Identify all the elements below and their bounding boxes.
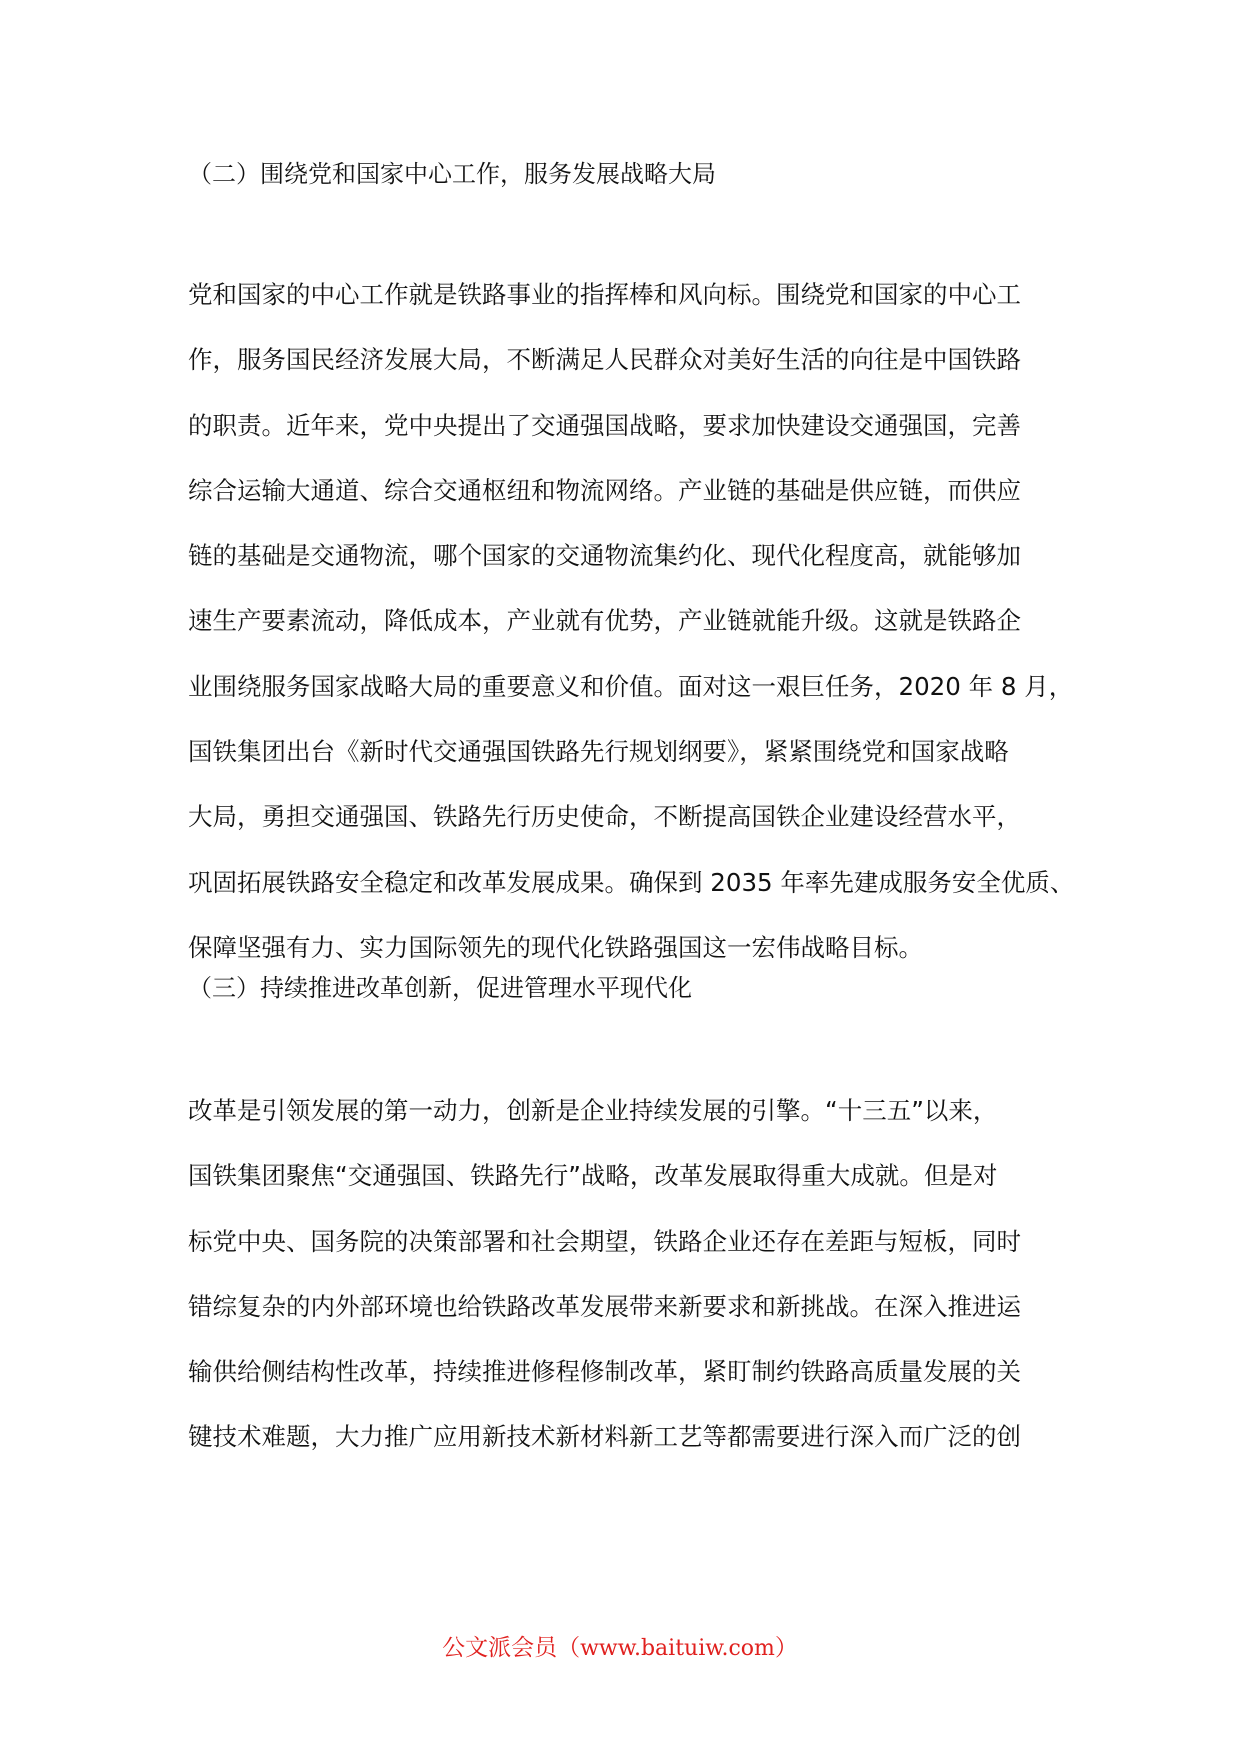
paragraph-line: 链的基础是交通物流，哪个国家的交通物流集约化、现代化程度高，就能够加 xyxy=(188,541,1021,571)
watermark-site-link[interactable]: www.baituiw.com xyxy=(580,1636,775,1661)
section-two-paragraph xyxy=(188,262,1074,980)
section-three-paragraph xyxy=(188,1078,1021,1470)
paragraph-line: 标党中央、国务院的决策部署和社会期望，铁路企业还存在差距与短板，同时 xyxy=(188,1226,1021,1256)
paragraph-line: 业围绕服务国家战略大局的重要意义和价值。面对这一艰巨任务，2020 年 8 月， xyxy=(188,671,1074,701)
paragraph-line: 国铁集团出台《新时代交通强国铁路先行规划纲要》，紧紧围绕党和国家战略 xyxy=(188,737,1009,767)
paragraph-line: 速生产要素流动，降低成本，产业就有优势，产业链就能升级。这就是铁路企 xyxy=(188,606,1021,636)
paragraph-line: 输供给侧结构性改革，持续推进修程修制改革，紧盯制约铁路高质量发展的关 xyxy=(188,1357,1021,1387)
paragraph-line: 错综复杂的内外部环境也给铁路改革发展带来新要求和新挑战。在深入推进运 xyxy=(188,1291,1021,1321)
paragraph-line: 作，服务国民经济发展大局，不断满足人民群众对美好生活的向往是中国铁路 xyxy=(188,345,1021,375)
paragraph-line: 改革是引领发展的第一动力，创新是企业持续发展的引擎。“十三五”以来， xyxy=(188,1096,998,1125)
watermark-prefix: 公文派会员（ xyxy=(442,1635,581,1661)
footer-watermark xyxy=(0,1632,1240,1665)
paragraph-line: 综合运输大通道、综合交通枢纽和物流网络。产业链的基础是供应链，而供应 xyxy=(188,475,1021,505)
section-two-heading: （二）围绕党和国家中心工作，服务发展战略大局 xyxy=(188,160,716,188)
paragraph-line: 国铁集团聚焦“交通强国、铁路先行”战略，改革发展取得重大成就。但是对 xyxy=(188,1161,998,1191)
paragraph-line: 键技术难题，大力推广应用新技术新材料新工艺等都需要进行深入而广泛的创 xyxy=(188,1422,1021,1452)
paragraph-line: 巩固拓展铁路安全稳定和改革发展成果。确保到 2035 年率先建成服务安全优质、 xyxy=(188,867,1075,897)
paragraph-line: 大局，勇担交通强国、铁路先行历史使命，不断提高国铁企业建设经营水平， xyxy=(188,802,1021,832)
paragraph-line: 党和国家的中心工作就是铁路事业的指挥棒和风向标。围绕党和国家的中心工 xyxy=(188,280,1021,309)
paragraph-line: 保障坚强有力、实力国际领先的现代化铁路强国这一宏伟战略目标。 xyxy=(188,932,923,962)
watermark-suffix: ） xyxy=(774,1635,798,1661)
paragraph-line: 的职责。近年来，党中央提出了交通强国战略，要求加快建设交通强国，完善 xyxy=(188,410,1021,440)
section-three-heading: （三）持续推进改革创新，促进管理水平现代化 xyxy=(188,974,692,1002)
